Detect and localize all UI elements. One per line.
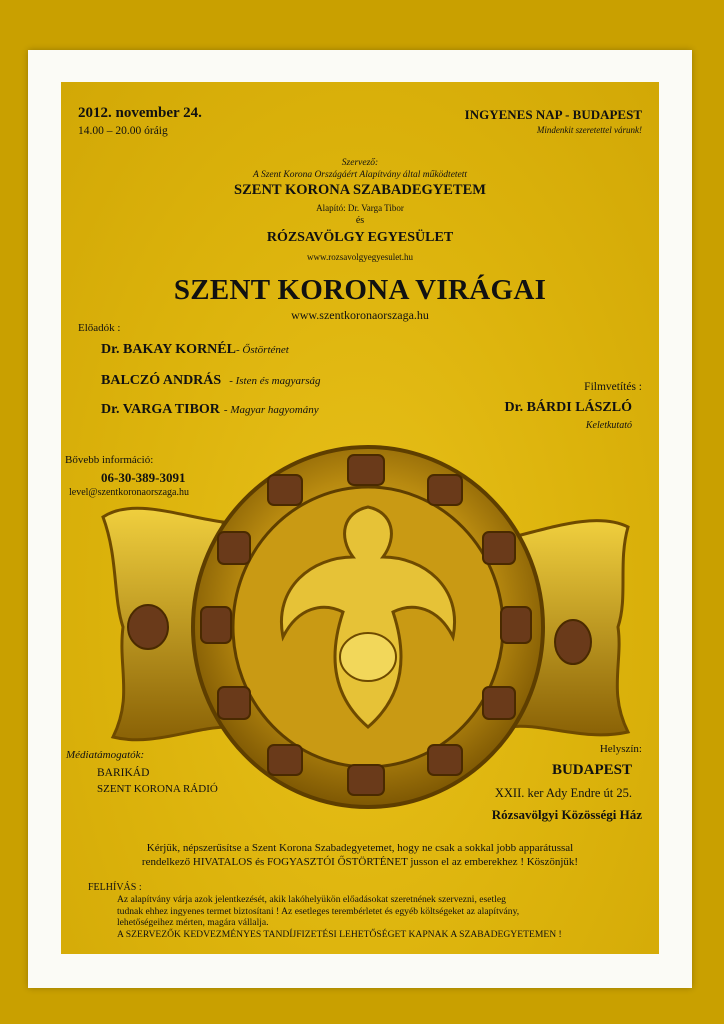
event-time: 14.00 – 20.00 óráig [78,125,168,137]
call-line: lehetőségeihez mérten, magára vállalja. [117,917,269,928]
venue-label: Helyszín: [599,743,642,755]
media-item: BARIKÁD [97,767,150,779]
event-date: 2012. november 24. [78,105,202,121]
venue-city: BUDAPEST [551,762,632,778]
media-label: Médiatámogatók: [66,749,145,761]
venue-place: Rózsavölgyi Közösségi Ház [491,807,642,822]
speaker-topic: - Magyar hagyomány [223,404,319,416]
call-line: A SZERVEZŐK KEDVEZMÉNYES TANDÍJFIZETÉSI LEHETŐSÉGET KAPNAK A SZABADEGYETEMEN ! [117,928,562,940]
call-line: tudnak ehhez ingyenes termet biztosítani ! Az esetleges terembérletet és egyéb költségeket az alapítvány, [117,905,520,917]
info-phone[interactable]: 06-30-389-3091 [101,470,186,485]
title-url[interactable]: www.szentkoronaorszaga.hu [291,308,429,322]
film-presenter: Dr. BÁRDI LÁSZLÓ [504,400,632,415]
film-label: Filmvetítés : [584,381,642,393]
call-text [117,894,562,940]
info-label: Bővebb információ: [65,454,154,466]
speaker-item [101,340,289,358]
poster [61,82,659,954]
venue-address: XXII. ker Ady Endre út 25. [494,786,632,800]
organizer-name: SZENT KORONA SZABADEGYETEM [234,182,486,198]
welcome-text: Mindenkit szeretettel várunk! [536,125,642,135]
request-line: Kérjük, népszerűsítse a Szent Korona Szabadegyetemet, hogy ne csak a sokkal jobb apparátussal [146,842,574,854]
speaker-topic: - Őstörténet [235,344,289,356]
speakers-label: Előadók : [78,322,121,334]
film-presenter-role: Keletkutató [585,420,632,431]
speaker-item [101,400,319,418]
speaker-name: Dr. BAKAY KORNÉL [101,342,236,357]
speaker-topic: - Isten és magyarság [229,375,321,387]
main-title: SZENT KORONA VIRÁGAI [173,274,547,306]
info-email[interactable]: level@szentkoronaorszaga.hu [69,487,189,498]
request-line: rendelkező HIVATALOS és FOGYASZTÓI ŐSTÖRTÉNET jusson el az emberekhez ! Köszönjük! [141,856,579,868]
organizer-desc: A Szent Korona Országáért Alapítvány által működtetett [252,170,468,180]
speaker-name: BALCZÓ ANDRÁS [101,373,222,388]
free-day: INGYENES NAP - BUDAPEST [464,107,642,122]
call-line: Az alapítvány várja azok jelentkezését, akik lakóhelyükön előadásokat szeretnének szervezni, esetleg [117,894,506,905]
media-item: SZENT KORONA RÁDIÓ [97,783,218,795]
organizer-name2: RÓZSAVÖLGY EGYESÜLET [266,230,454,245]
organizer-and: és [355,215,365,226]
speaker-item [101,371,321,389]
speaker-name: Dr. VARGA TIBOR [101,402,220,417]
organizer-label: Szervező: [341,158,379,168]
organizer-url[interactable]: www.rozsavolgyegyesulet.hu [307,252,413,262]
organizer-founder: Alapító: Dr. Varga Tibor [316,203,404,213]
call-label: FELHÍVÁS : [88,882,142,893]
